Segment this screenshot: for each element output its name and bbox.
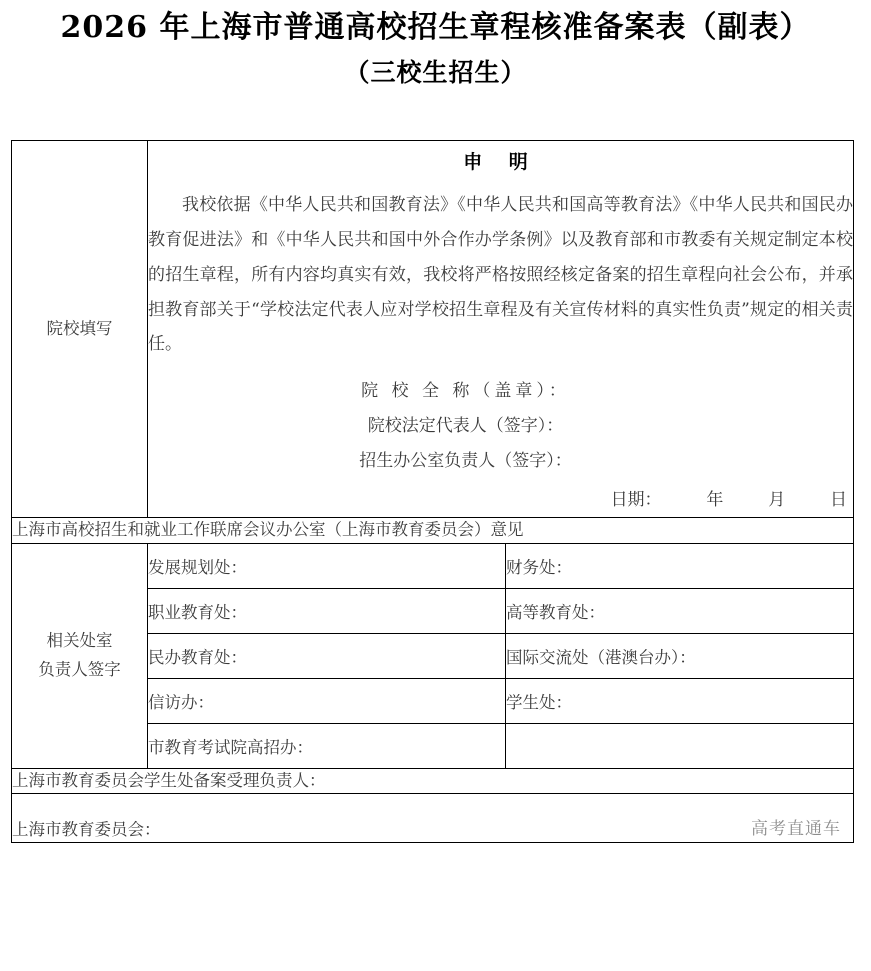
declaration-heading: 申 明 bbox=[463, 151, 538, 173]
departments-side-label-line2: 负责人签字 bbox=[38, 659, 121, 679]
final-cell[interactable] bbox=[12, 794, 854, 843]
opinion-cell[interactable]: 上海市高校招生和就业工作联席会议办公室（上海市教育委员会）意见 bbox=[12, 517, 854, 543]
dept-field-finance[interactable]: 财务处： bbox=[506, 543, 854, 588]
dept-field-petition-office[interactable]: 信访办： bbox=[148, 678, 506, 723]
page-subtitle: （三校生招生） bbox=[344, 57, 527, 87]
approval-form-table bbox=[11, 140, 854, 843]
signature-line-institution-name[interactable]: 院 校 全 称（盖章）： bbox=[361, 381, 570, 402]
final-row-inner bbox=[12, 794, 853, 842]
dept-field-higher-education[interactable]: 高等教育处： bbox=[506, 588, 854, 633]
date-year-unit: 年 bbox=[706, 489, 724, 510]
page-title: 2026 年上海市普通高校招生章程核准备案表（副表） bbox=[60, 10, 811, 45]
acceptance-row bbox=[12, 768, 854, 794]
dept-field-empty[interactable] bbox=[506, 723, 854, 768]
date-day-unit: 日 bbox=[830, 489, 847, 510]
declaration-row bbox=[12, 141, 854, 518]
declaration-date-line[interactable] bbox=[148, 483, 853, 517]
dept-field-development-planning[interactable]: 发展规划处： bbox=[148, 543, 506, 588]
final-row-label: 上海市教育委员会： bbox=[12, 819, 161, 839]
acceptance-cell[interactable]: 上海市教育委员会学生处备案受理负责人： bbox=[12, 768, 854, 794]
watermark-text: 高考直通车 bbox=[751, 818, 841, 839]
declaration-cell bbox=[148, 141, 854, 518]
dept-field-private-education[interactable]: 民办教育处： bbox=[148, 633, 506, 678]
dept-field-international-exchange[interactable]: 国际交流处（港澳台办）： bbox=[506, 633, 854, 678]
declaration-side-label-text: 院校填写 bbox=[46, 318, 113, 338]
departments-side-label-line1: 相关处室 bbox=[46, 631, 113, 651]
signature-lines-group bbox=[148, 374, 853, 517]
signature-line-legal-representative[interactable]: 院校法定代表人（签字）： bbox=[367, 416, 564, 437]
dept-field-student-affairs[interactable]: 学生处： bbox=[506, 678, 854, 723]
departments-side-label bbox=[12, 543, 148, 768]
declaration-side-label bbox=[12, 141, 148, 518]
date-month-unit: 月 bbox=[768, 489, 786, 510]
dept-field-vocational-education[interactable]: 职业教育处： bbox=[148, 588, 506, 633]
opinion-row bbox=[12, 517, 854, 543]
signature-line-admissions-head[interactable]: 招生办公室负责人（签字）： bbox=[359, 450, 572, 471]
declaration-body-text: 我校依据《中华人民共和国教育法》《中华人民共和国高等教育法》《中华人民共和国民办教育促进法》和《中华人民共和国中外合作办学条例》以及教育部和市教委有关规定制定本校的招生章程，所有内容均真实有效，我校将严格按照经核定备案的招生章程向社会公布，并承担教育部关于“学校法定代表人应对学校招生章程及有关宣传材料的真实性负责”规定的相关责任。 bbox=[148, 195, 853, 355]
department-row-1 bbox=[12, 543, 854, 588]
document-title-block bbox=[0, 0, 871, 90]
final-row bbox=[12, 794, 854, 843]
dept-field-exam-authority[interactable]: 市教育考试院高招办： bbox=[148, 723, 506, 768]
date-label: 日期： bbox=[610, 489, 662, 510]
